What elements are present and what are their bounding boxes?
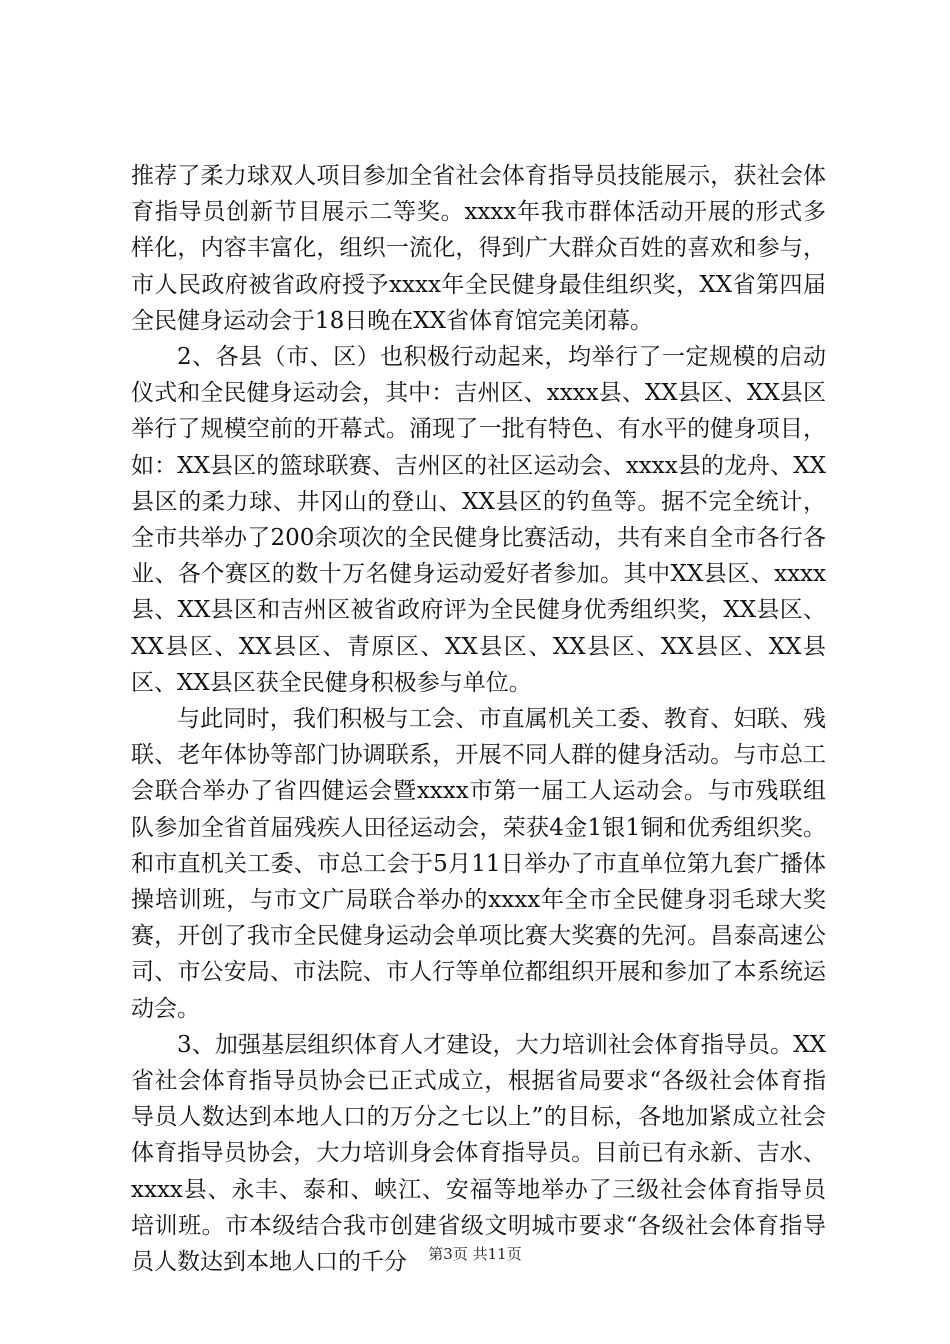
page-footer — [0, 1244, 950, 1264]
paragraph-3: 与此同时，我们积极与工会、市直属机关工委、教育、妇联、残联、老年体协等部门协调联系，开展不同人群的健身活动。与市总工会联合举办了省四健运会暨xxxx市第一届工人运动会。与市残联组队参加全省首届残疾人田径运动会，荣获4金1银1铜和优秀组织奖。和市直机关工委、市总工会于5月11日举办了市直单位第九套广播体操培训班，与市文广局联合举办的xxxx年全市全民健身羽毛球大奖赛，开创了我市全民健身运动会单项比赛大奖赛的先河。昌泰高速公司、市公安局、市法院、市人行等单位都组织开展和参加了本系统运动会。 — [131, 706, 826, 1022]
page-number: 第3页 — [428, 1245, 468, 1263]
page-total: 共11页 — [472, 1245, 522, 1263]
document-body — [131, 158, 826, 1280]
paragraph-1: 推荐了柔力球双人项目参加全省社会体育指导员技能展示，获社会体育指导员创新节目展示二等奖。xxxx年我市群体活动开展的形式多样化，内容丰富化，组织一流化，得到广大群众百姓的喜欢和参与，市人民政府被省政府授予xxxx年全民健身最佳组织奖，XX省第四届全民健身运动会于18日晚在XX省体育馆完美闭幕。 — [131, 163, 826, 334]
paragraph-2: 2、各县（市、区）也积极行动起来，均举行了一定规模的启动仪式和全民健身运动会，其中：吉州区、xxxx县、XX县区、XX县区举行了规模空前的开幕式。涌现了一批有特色、有水平的健身项目，如：XX县区的篮球联赛、吉州区的社区运动会、xxxx县的龙舟、XX县区的柔力球、井冈山的登山、XX县区的钓鱼等。据不完全统计，全市共举办了200余项次的全民健身比赛活动，共有来自全市各行各业、各个赛区的数十万名健身运动爱好者参加。其中XX县区、xxxx县、XX县区和吉州区被省政府评为全民健身优秀组织奖，XX县区、XX县区、XX县区、青原区、XX县区、XX县区、XX县区、XX县区、XX县区获全民健身积极参与单位。 — [131, 344, 826, 696]
paragraph-4: 3、加强基层组织体育人才建设，大力培训社会体育指导员。XX省社会体育指导员协会已正式成立，根据省局要求“各级社会体育指导员人数达到本地人口的万分之七以上”的目标，各地加紧成立社会体育指导员协会，大力培训身会体育指导员。目前已有永新、吉水、xxxx县、永丰、泰和、峡江、安福等地举办了三级社会体育指导员培训班。市本级结合我市创建省级文明城市要求“各级社会体育指导员人数达到本地人口的千分 — [131, 1031, 826, 1276]
